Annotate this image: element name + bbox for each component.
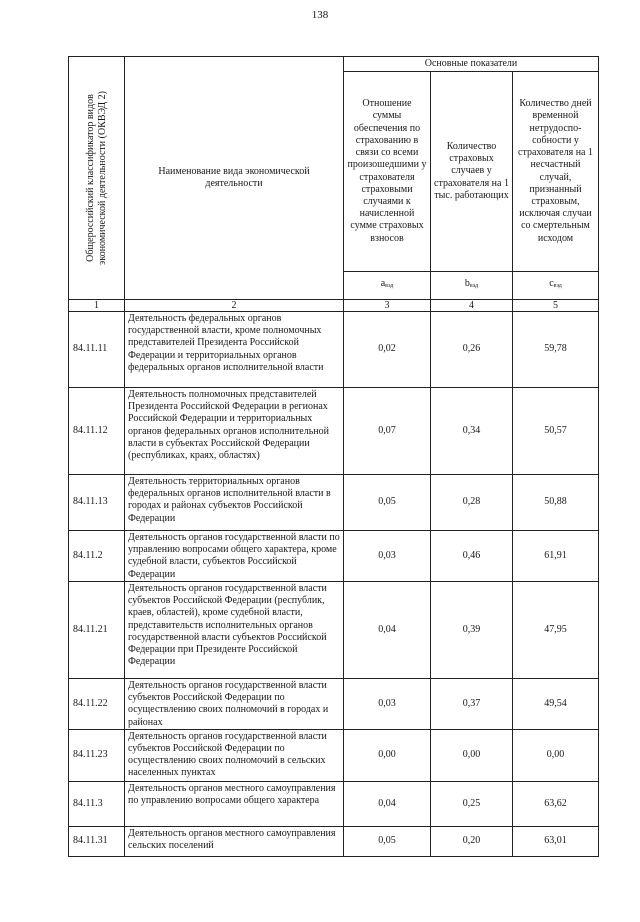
value-c: 59,78	[513, 312, 599, 388]
activity-name: Деятельность полномочных представителей Президента Российской Федерации в регионах Российской Федерации и территориальных органов федеральных органов исполнительной власти в субъектах Российской Федерации (республиках, краях, областях)	[125, 388, 344, 475]
activity-name: Деятельность органов государственной власти субъектов Российской Федерации по осуществлению своих полномочий в городах и районах	[125, 679, 344, 730]
value-c: 63,62	[513, 781, 599, 826]
activity-name: Деятельность органов государственной власти субъектов Российской Федерации по осуществлению своих полномочий в сельских населенных пунктах	[125, 729, 344, 781]
okved-code: 84.11.23	[69, 729, 125, 781]
value-a: 0,00	[344, 729, 431, 781]
column-number-2: 2	[125, 300, 344, 312]
value-a: 0,05	[344, 475, 431, 531]
activity-name: Деятельность федеральных органов государственной власти, кроме полномочных представителей Президента Российской Федерации и территориальных органов федеральных органов исполнительной власти	[125, 312, 344, 388]
header-col-c: Количество дней временной нетрудоспо-собности у страхователя на 1 несчастный случай, признанный страховым, исключая случаи со смертельным исходом	[513, 72, 599, 272]
value-a: 0,03	[344, 679, 431, 730]
table-row	[69, 781, 599, 826]
value-b: 0,34	[431, 388, 513, 475]
table-row	[69, 582, 599, 679]
value-b: 0,25	[431, 781, 513, 826]
table-row	[69, 388, 599, 475]
header-okved-code-text: Общероссийский классификатор видов экономической деятельности (ОКВЭД 2)	[84, 91, 108, 265]
value-c: 49,54	[513, 679, 599, 730]
column-number-4: 4	[431, 300, 513, 312]
header-col-b: Количество страховых случаев у страхователя на 1 тыс. работающих	[431, 72, 513, 272]
column-number-1: 1	[69, 300, 125, 312]
value-c: 0,00	[513, 729, 599, 781]
value-b: 0,37	[431, 679, 513, 730]
table-row	[69, 531, 599, 582]
value-b: 0,26	[431, 312, 513, 388]
value-a: 0,02	[344, 312, 431, 388]
okved-code: 84.11.12	[69, 388, 125, 475]
okved-code: 84.11.31	[69, 826, 125, 856]
value-a: 0,04	[344, 582, 431, 679]
column-number-3: 3	[344, 300, 431, 312]
value-b: 0,39	[431, 582, 513, 679]
activity-name: Деятельность территориальных органов федеральных органов исполнительной власти в городах и районах субъектов Российской Федерации	[125, 475, 344, 531]
activity-name: Деятельность органов местного самоуправления по управлению вопросами общего характера	[125, 781, 344, 826]
page-number: 138	[311, 9, 329, 21]
table-row	[69, 729, 599, 781]
okved-code: 84.11.2	[69, 531, 125, 582]
header-activity-name: Наименование вида экономической деятельности	[125, 57, 344, 300]
value-a: 0,04	[344, 781, 431, 826]
activity-name: Деятельность органов государственной власти по управлению вопросами общего характера, кроме судебной власти, субъектов Российской Федерации	[125, 531, 344, 582]
value-b: 0,00	[431, 729, 513, 781]
okved-code: 84.11.3	[69, 781, 125, 826]
value-c: 50,88	[513, 475, 599, 531]
activity-name: Деятельность органов местного самоуправления сельских поселений	[125, 826, 344, 856]
value-c: 61,91	[513, 531, 599, 582]
value-a: 0,05	[344, 826, 431, 856]
header-letter-c: $c_{вэд}$	[513, 272, 599, 300]
okved-code: 84.11.11	[69, 312, 125, 388]
value-b: 0,20	[431, 826, 513, 856]
value-c: 50,57	[513, 388, 599, 475]
value-c: 63,01	[513, 826, 599, 856]
value-a: 0,07	[344, 388, 431, 475]
table-row	[69, 475, 599, 531]
table-row	[69, 312, 599, 388]
okved-code: 84.11.21	[69, 582, 125, 679]
okved-code: 84.11.13	[69, 475, 125, 531]
table-row	[69, 826, 599, 856]
value-b: 0,46	[431, 531, 513, 582]
value-a: 0,03	[344, 531, 431, 582]
table-row	[69, 679, 599, 730]
header-letter-a: $a_{вэд}$	[344, 272, 431, 300]
activity-name: Деятельность органов государственной власти субъектов Российской Федерации (республик, краев, областей), кроме судебной власти, представительств исполнительных органов государственной власти субъектов Российской Федерации при Президенте Российской Федерации	[125, 582, 344, 679]
header-okved-code	[69, 57, 125, 300]
okved-code: 84.11.22	[69, 679, 125, 730]
value-b: 0,28	[431, 475, 513, 531]
column-number-5: 5	[513, 300, 599, 312]
economic-activity-table	[68, 56, 599, 857]
header-main-indicators: Основные показатели	[344, 57, 599, 72]
header-col-a: Отношение суммы обеспечения по страхованию в связи со всеми произошедшими у страхователя страховыми случаями к начисленной сумме страховых взносов	[344, 72, 431, 272]
value-c: 47,95	[513, 582, 599, 679]
header-letter-b: $b_{вэд}$	[431, 272, 513, 300]
